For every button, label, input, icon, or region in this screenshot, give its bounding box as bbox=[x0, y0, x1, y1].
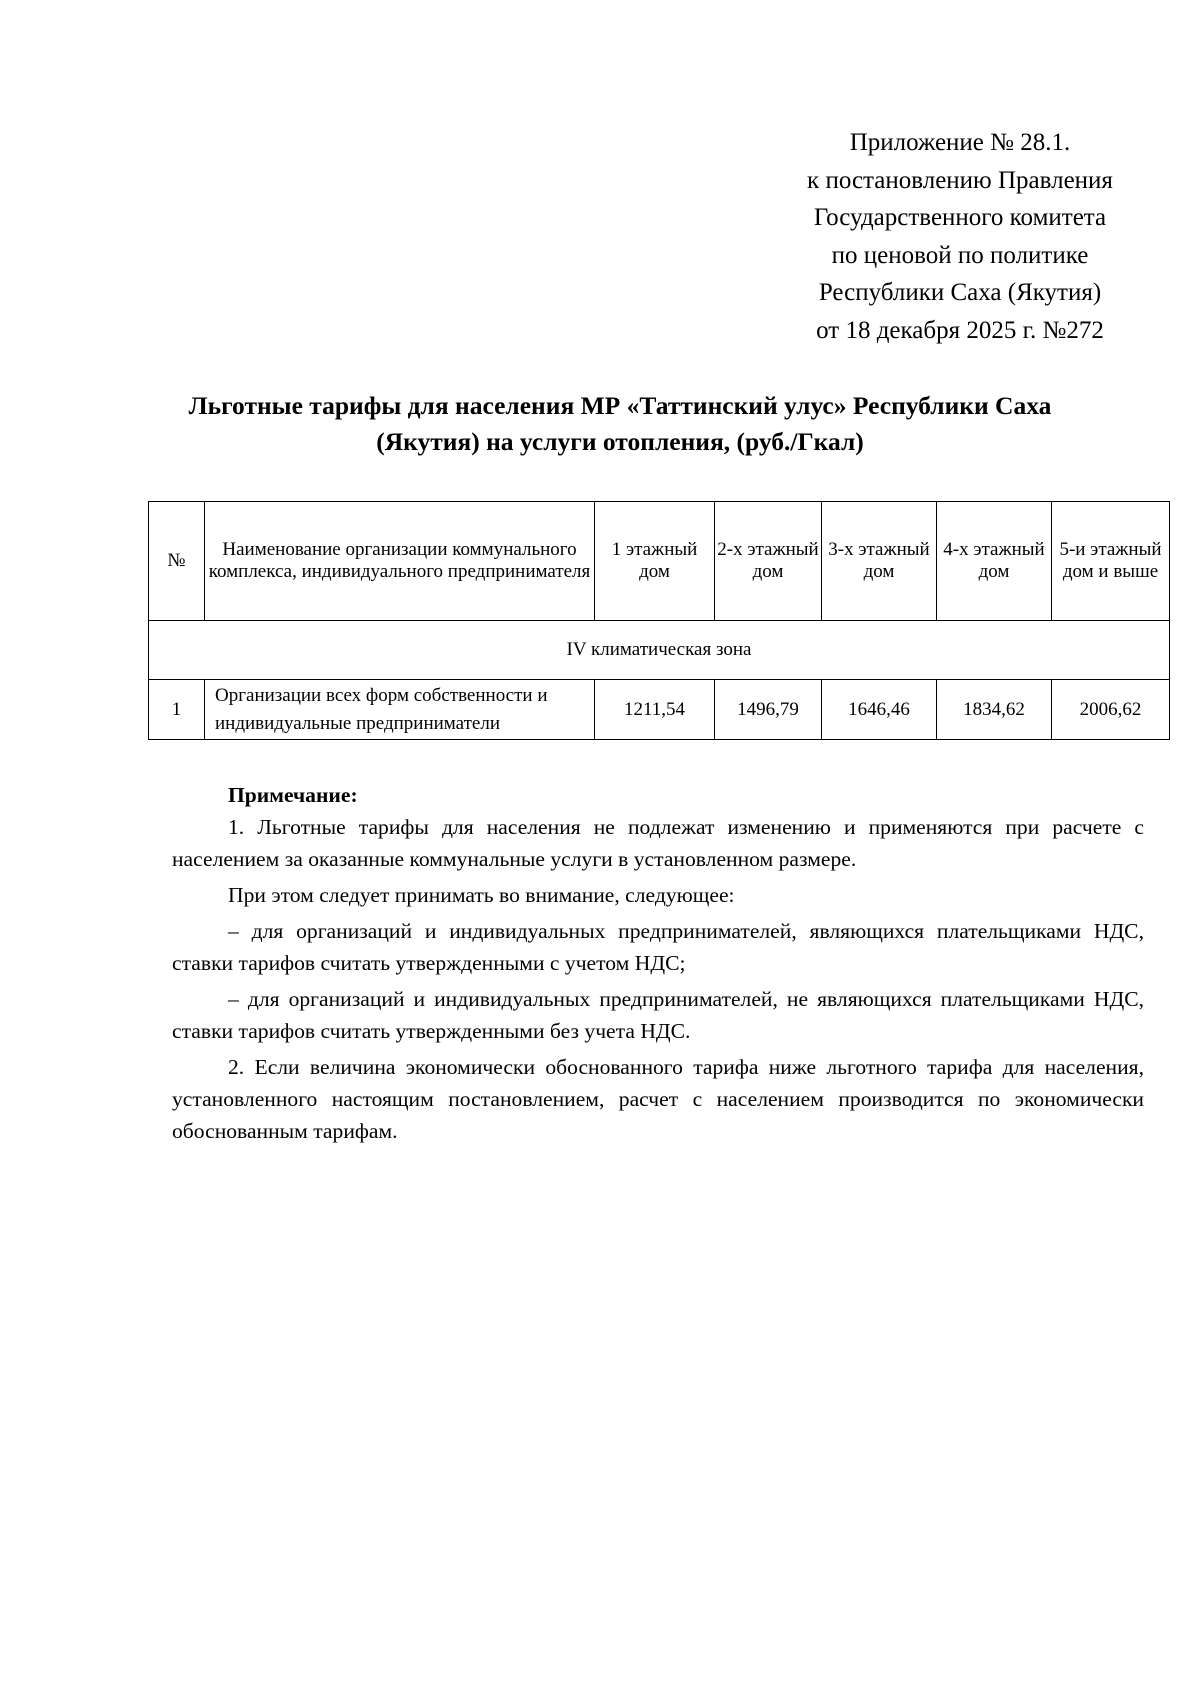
note-paragraph-4: – для организаций и индивидуальных предпринимателей, не являющихся плательщиками НДС, ставки тарифов считать утвержденными без учета НДС. bbox=[172, 987, 1144, 1043]
row-value-1-floor: 1211,54 bbox=[595, 680, 715, 740]
appendix-line: по ценовой по политике bbox=[831, 241, 1089, 269]
table-row bbox=[149, 680, 1170, 740]
row-number: 1 bbox=[149, 680, 205, 740]
row-value-2-floor: 1496,79 bbox=[715, 680, 822, 740]
appendix-line: Республики Саха (Якутия) bbox=[818, 279, 1102, 306]
note-paragraph-1: 1. Льготные тарифы для населения не подлежат изменению и применяются при расчете с населением за оказанные коммунальные услуги в установленном размере. bbox=[172, 815, 1144, 871]
header-organization-name: Наименование организации коммунального комплекса, индивидуального предпринимателя bbox=[205, 502, 595, 621]
document-title bbox=[120, 388, 1120, 460]
row-value-3-floor: 1646,46 bbox=[822, 680, 937, 740]
appendix-line: Государственного комитета bbox=[813, 204, 1107, 231]
note-paragraph-3: – для организаций и индивидуальных предпринимателей, являющихся плательщиками НДС, ставки тарифов считать утвержденными с учетом НДС; bbox=[172, 919, 1144, 975]
row-organization-name: Организации всех форм собственности и индивидуальные предприниматели bbox=[205, 680, 595, 740]
header-1-floor: 1 этажный дом bbox=[595, 502, 715, 621]
title-line: (Якутия) на услуги отопления, (руб./Гкал) bbox=[376, 427, 864, 456]
header-2-floor: 2-х этажный дом bbox=[715, 502, 822, 621]
notes-heading: Примечание: bbox=[228, 783, 358, 807]
climate-zone-label: IV климатическая зона bbox=[149, 621, 1170, 680]
climate-zone-row bbox=[149, 621, 1170, 680]
appendix-line: Приложение № 28.1. bbox=[849, 129, 1071, 156]
row-value-5-floor: 2006,62 bbox=[1052, 680, 1170, 740]
header-3-floor: 3-х этажный дом bbox=[822, 502, 937, 621]
table-header-row bbox=[149, 502, 1170, 621]
row-value-4-floor: 1834,62 bbox=[937, 680, 1052, 740]
appendix-reference bbox=[770, 124, 1150, 349]
note-paragraph-5: 2. Если величина экономически обоснованного тарифа ниже льготного тарифа для населения, установленного настоящим постановлением, расчет с населением производится по экономически обоснованным тарифам. bbox=[172, 1055, 1144, 1143]
title-line: Льготные тарифы для населения МР «Таттинский улус» Республики Саха bbox=[188, 391, 1052, 420]
tariff-table bbox=[148, 501, 1170, 740]
header-5-floor-and-above: 5-и этажный дом и выше bbox=[1052, 502, 1170, 621]
note-paragraph-2: При этом следует принимать во внимание, следующее: bbox=[228, 883, 735, 907]
header-number: № bbox=[149, 502, 205, 621]
notes-section bbox=[172, 779, 1144, 1147]
appendix-line: к постановлению Правления bbox=[807, 166, 1113, 194]
appendix-line: от 18 декабря 2025 г. №272 bbox=[816, 316, 1104, 344]
header-4-floor: 4-х этажный дом bbox=[937, 502, 1052, 621]
